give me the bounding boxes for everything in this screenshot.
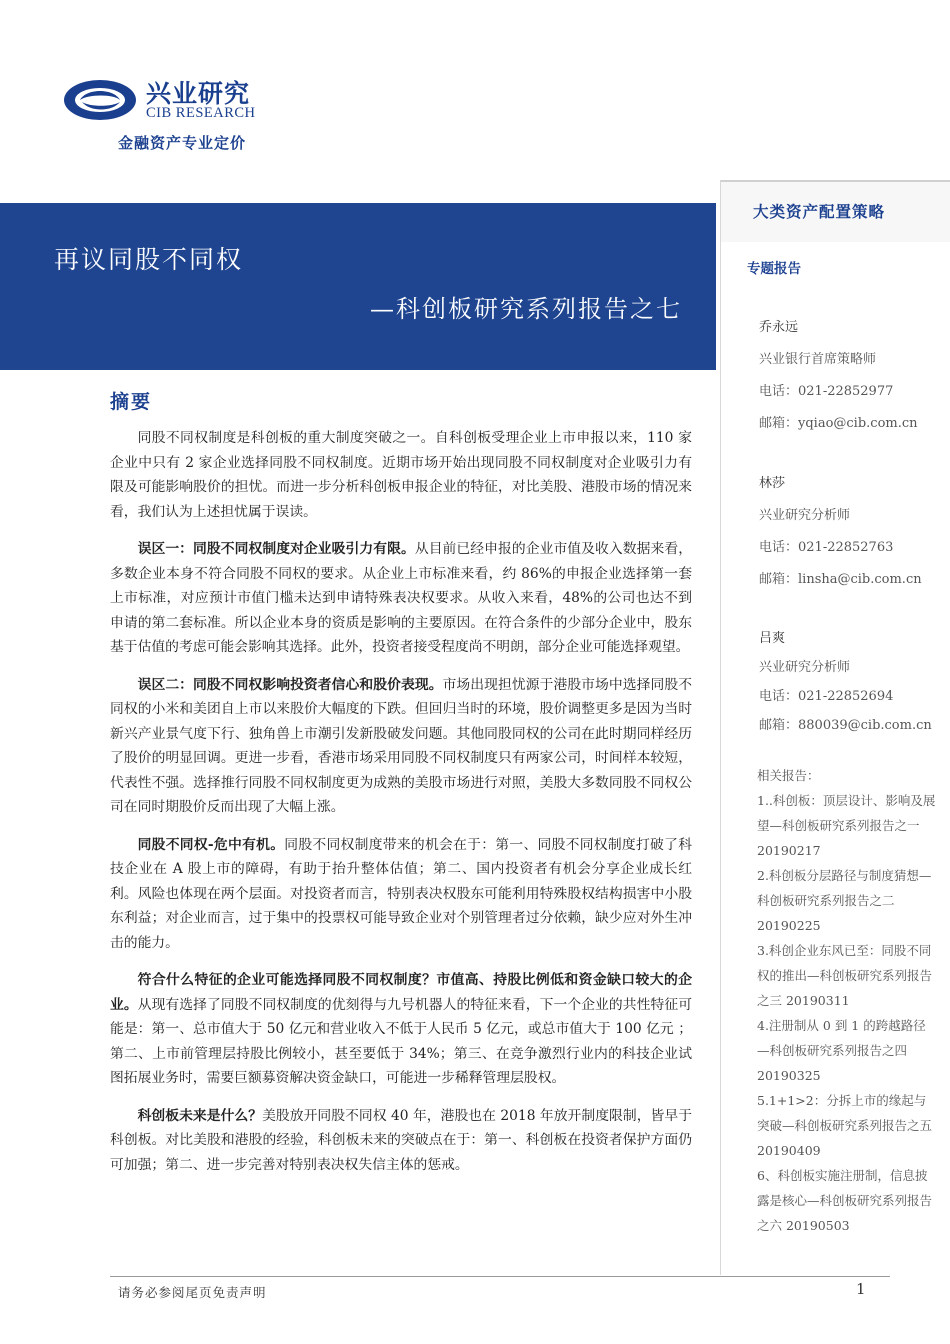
related-report-item[interactable]: 4.注册制从 0 到 1 的跨越路径—科创板研究系列报告之四 20190325 bbox=[757, 1018, 926, 1083]
related-report-item[interactable]: 2.科创板分层路径与制度猜想—科创板研究系列报告之二 20190225 bbox=[757, 868, 932, 933]
analyst-title: 兴业研究分析师 bbox=[759, 508, 851, 523]
paragraph-text: 从现有选择了同股不同权制度的优刻得与九号机器人的特征来看，下一个企业的共性特征可能是：第一、总市值大于 50 亿元和营业收入不低于人民币 5 亿元，或总市值大于 100 亿元 ；第二、上市前管理层持股比例较小，甚至要低于 34%；第三、在竞争激烈行业内的科技企业试图拓展业务时，需要巨额募资解决资金缺口，可能进一步稀释管理层股权。 bbox=[110, 996, 692, 1086]
abstract-paragraph bbox=[110, 833, 692, 956]
analyst-card bbox=[759, 312, 918, 440]
logo-english-name: CIB RESEARCH bbox=[146, 105, 256, 121]
logo-chinese-name: 兴业研究 bbox=[146, 79, 251, 108]
paragraph-lead: 科创板未来是什么？ bbox=[137, 1107, 263, 1124]
paragraph-text: 市场出现担忧源于港股市场中选择同股不同权的小米和美团自上市以来股价大幅度的下跌。但回归当时的环境，股价调整更多是因为当时新兴产业景气度下行、独角兽上市潮引发新股破发问题。其他同股同权的公司在此时期同样经历了股价的明显回调。更进一步看，香港市场采用同股不同权制度只有两家公司，时间样本较短，代表性不强。选择推行同股不同权制度更为成熟的美股市场进行对照，美股大多数同股不同权公司在同时期股价反而出现了大幅上涨。 bbox=[110, 676, 693, 815]
analyst-name: 林莎 bbox=[759, 476, 786, 491]
analyst-phone: 电话：021-22852977 bbox=[759, 384, 894, 399]
related-reports-title: 相关报告： bbox=[757, 768, 820, 783]
paragraph-lead: 同股不同权-危中有机。 bbox=[137, 836, 285, 853]
analyst-card bbox=[759, 468, 922, 596]
analyst-card bbox=[759, 624, 932, 740]
analyst-email[interactable]: 邮箱：linsha@cib.com.cn bbox=[759, 572, 922, 587]
abstract-paragraph bbox=[110, 426, 692, 524]
company-logo bbox=[62, 72, 302, 162]
report-subtitle: —科创板研究系列报告之七 bbox=[370, 295, 682, 323]
analyst-phone: 电话：021-22852763 bbox=[759, 540, 894, 555]
related-report-item[interactable]: 3.科创企业东风已至：同股不同权的推出—科创板研究系列报告之三 20190311 bbox=[757, 943, 933, 1008]
related-report-item[interactable]: 5.1+1>2：分拆上市的缘起与突破—科创板研究系列报告之五 20190409 bbox=[757, 1093, 933, 1158]
analyst-email[interactable]: 邮箱：880039@cib.com.cn bbox=[759, 718, 932, 733]
abstract-paragraph bbox=[110, 673, 692, 820]
report-category: 大类资产配置策略 bbox=[753, 203, 886, 221]
paragraph-text: 同股不同权制度是科创板的重大制度突破之一。自科创板受理企业上市申报以来，110 家企业中只有 2 家企业选择同股不同权制度。近期市场开始出现同股不同权制度对企业吸引力有限及可能影响股价的担忧。而进一步分析科创板申报企业的特征，对比美股、港股市场的情况来看，我们认为上述担忧属于误读。 bbox=[110, 430, 692, 520]
paragraph-lead: 符合什么特征的企业可能选择同股不同权制度？市值高、持股比例低和资金缺口较大的企业。 bbox=[110, 972, 692, 1013]
sidebar-category-box bbox=[721, 180, 950, 242]
logo-tagline: 金融资产专业定价 bbox=[118, 134, 247, 152]
footer-disclaimer: 请务必参阅尾页免责声明 bbox=[118, 1285, 267, 1300]
analyst-name: 吕爽 bbox=[759, 631, 786, 646]
analyst-email[interactable]: 邮箱：yqiao@cib.com.cn bbox=[759, 416, 918, 431]
cib-logo-icon bbox=[62, 78, 138, 122]
analyst-name: 乔永远 bbox=[759, 320, 799, 335]
abstract-body bbox=[110, 426, 692, 1190]
analyst-phone: 电话：021-22852694 bbox=[759, 689, 894, 704]
abstract-heading: 摘要 bbox=[110, 391, 153, 413]
report-title: 再议同股不同权 bbox=[54, 245, 244, 274]
paragraph-text: 美股放开同股不同权 40 年，港股也在 2018 年放开制度限制，皆早于科创板。对比美股和港股的经验，科创板未来的突破点在于：第一、科创板在投资者保护方面仍可加强；第二、进一步完善对特别表决权失信主体的惩戒。 bbox=[110, 1107, 692, 1173]
sidebar bbox=[720, 180, 950, 1275]
related-reports bbox=[757, 763, 937, 1238]
paragraph-text: 从目前已经申报的企业市值及收入数据来看，多数企业本身不符合同股不同权的要求。从企业上市标准来看，约 86%的申报企业选择第一套上市标准，对应预计市值门槛未达到申请特殊表决权要求。从收入来看，48%的公司也达不到申请的第二套标准。所以企业本身的资质是影响的主要原因。在符合条件的少部分企业中，股东基于估值的考虑可能会影响其选择。此外，投资者接受程度尚不明朗，部分企业可能选择观望。 bbox=[110, 541, 692, 655]
abstract-paragraph bbox=[110, 1104, 692, 1178]
analyst-title: 兴业银行首席策略师 bbox=[759, 352, 877, 367]
page-number: 1 bbox=[856, 1280, 866, 1298]
report-type: 专题报告 bbox=[747, 261, 801, 277]
footer-divider bbox=[110, 1276, 890, 1277]
related-report-item[interactable]: 1..科创板：顶层设计、影响及展望—科创板研究系列报告之一 20190217 bbox=[757, 793, 936, 858]
analyst-title: 兴业研究分析师 bbox=[759, 660, 851, 675]
abstract-paragraph bbox=[110, 968, 692, 1091]
paragraph-lead: 误区二：同股不同权影响投资者信心和股价表现。 bbox=[137, 676, 443, 693]
paragraph-text: 同股不同权制度带来的机会在于：第一、同股不同权制度打破了科技企业在 A 股上市的障碍，有助于抬升整体估值；第二、国内投资者有机会分享企业成长红利。风险也体现在两个层面。对投资者而言，特别表决权股东可能利用特殊股权结构损害中小股东利益；对企业而言，过于集中的投票权可能导致企业对个别管理者过分依赖，缺少应对外生冲击的能力。 bbox=[110, 836, 692, 951]
title-band bbox=[0, 203, 716, 370]
paragraph-lead: 误区一：同股不同权制度对企业吸引力有限。 bbox=[137, 541, 415, 557]
abstract-paragraph bbox=[110, 537, 692, 660]
related-report-item[interactable]: 6、科创板实施注册制，信息披露是核心—科创板研究系列报告之六 20190503 bbox=[757, 1168, 933, 1233]
